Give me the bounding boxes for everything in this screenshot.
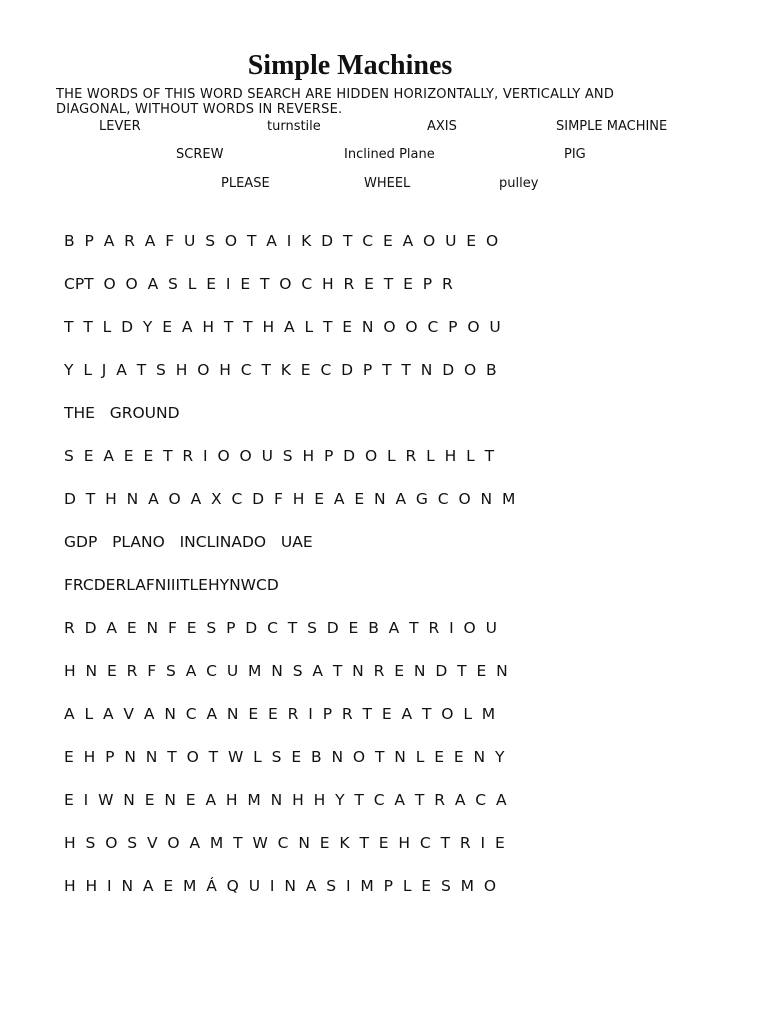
- word-list-item: pulley: [499, 176, 539, 191]
- grid-row: E H P N N T O T W L S E B N O T N L E E N Y: [64, 748, 505, 766]
- grid-row: H S O S V O A M T W C N E K T E H C T R I E: [64, 834, 505, 852]
- word-list-item: Inclined Plane: [344, 147, 435, 162]
- grid-row: GDP PLANO INCLINADO UAE: [64, 533, 313, 551]
- grid-row: CPT O O A S L E I E T O C H R E T E P R: [64, 275, 453, 293]
- grid-row: Y L J A T S H O H C T K E C D P T T N D O B: [64, 361, 497, 379]
- word-list-item: SCREW: [176, 147, 224, 162]
- word-list-item: PLEASE: [221, 176, 270, 191]
- word-list-item: turnstile: [267, 119, 321, 134]
- grid-row: H N E R F S A C U M N S A T N R E N D T E N: [64, 662, 508, 680]
- grid-row: THE GROUND: [64, 404, 180, 422]
- page-title: Simple Machines: [247, 50, 453, 81]
- grid-row: D T H N A O A X C D F H E A E N A G C O N M: [64, 490, 516, 508]
- word-list-item: WHEEL: [364, 176, 411, 191]
- word-list-item: AXIS: [427, 119, 457, 134]
- grid-row: S E A E E T R I O O U S H P D O L R L H L T: [64, 447, 495, 465]
- grid-row: E I W N E N E A H M N H H Y T C A T R A C A: [64, 791, 507, 809]
- grid-row: A L A V A N C A N E E R I P R T E A T O L M: [64, 705, 496, 723]
- grid-row: B P A R A F U S O T A I K D T C E A O U E O: [64, 232, 499, 250]
- grid-row: H H I N A E M Á Q U I N A S I M P L E S M O: [64, 877, 497, 895]
- instructions-text: THE WORDS OF THIS WORD SEARCH ARE HIDDEN HORIZONTALLY, VERTICALLY AND DIAGONAL, WITHOUT WORDS IN REVERSE.: [56, 87, 615, 117]
- word-list-item: LEVER: [99, 119, 141, 134]
- word-list-item: SIMPLE MACHINE: [556, 119, 668, 134]
- grid-row: T T L D Y E A H T T H A L T E N O O C P O U: [64, 318, 501, 336]
- word-list-item: PIG: [564, 147, 586, 162]
- grid-row: R D A E N F E S P D C T S D E B A T R I O U: [64, 619, 497, 637]
- grid-row: FRCDERLAFNIIITLEHYNWCD: [64, 576, 279, 594]
